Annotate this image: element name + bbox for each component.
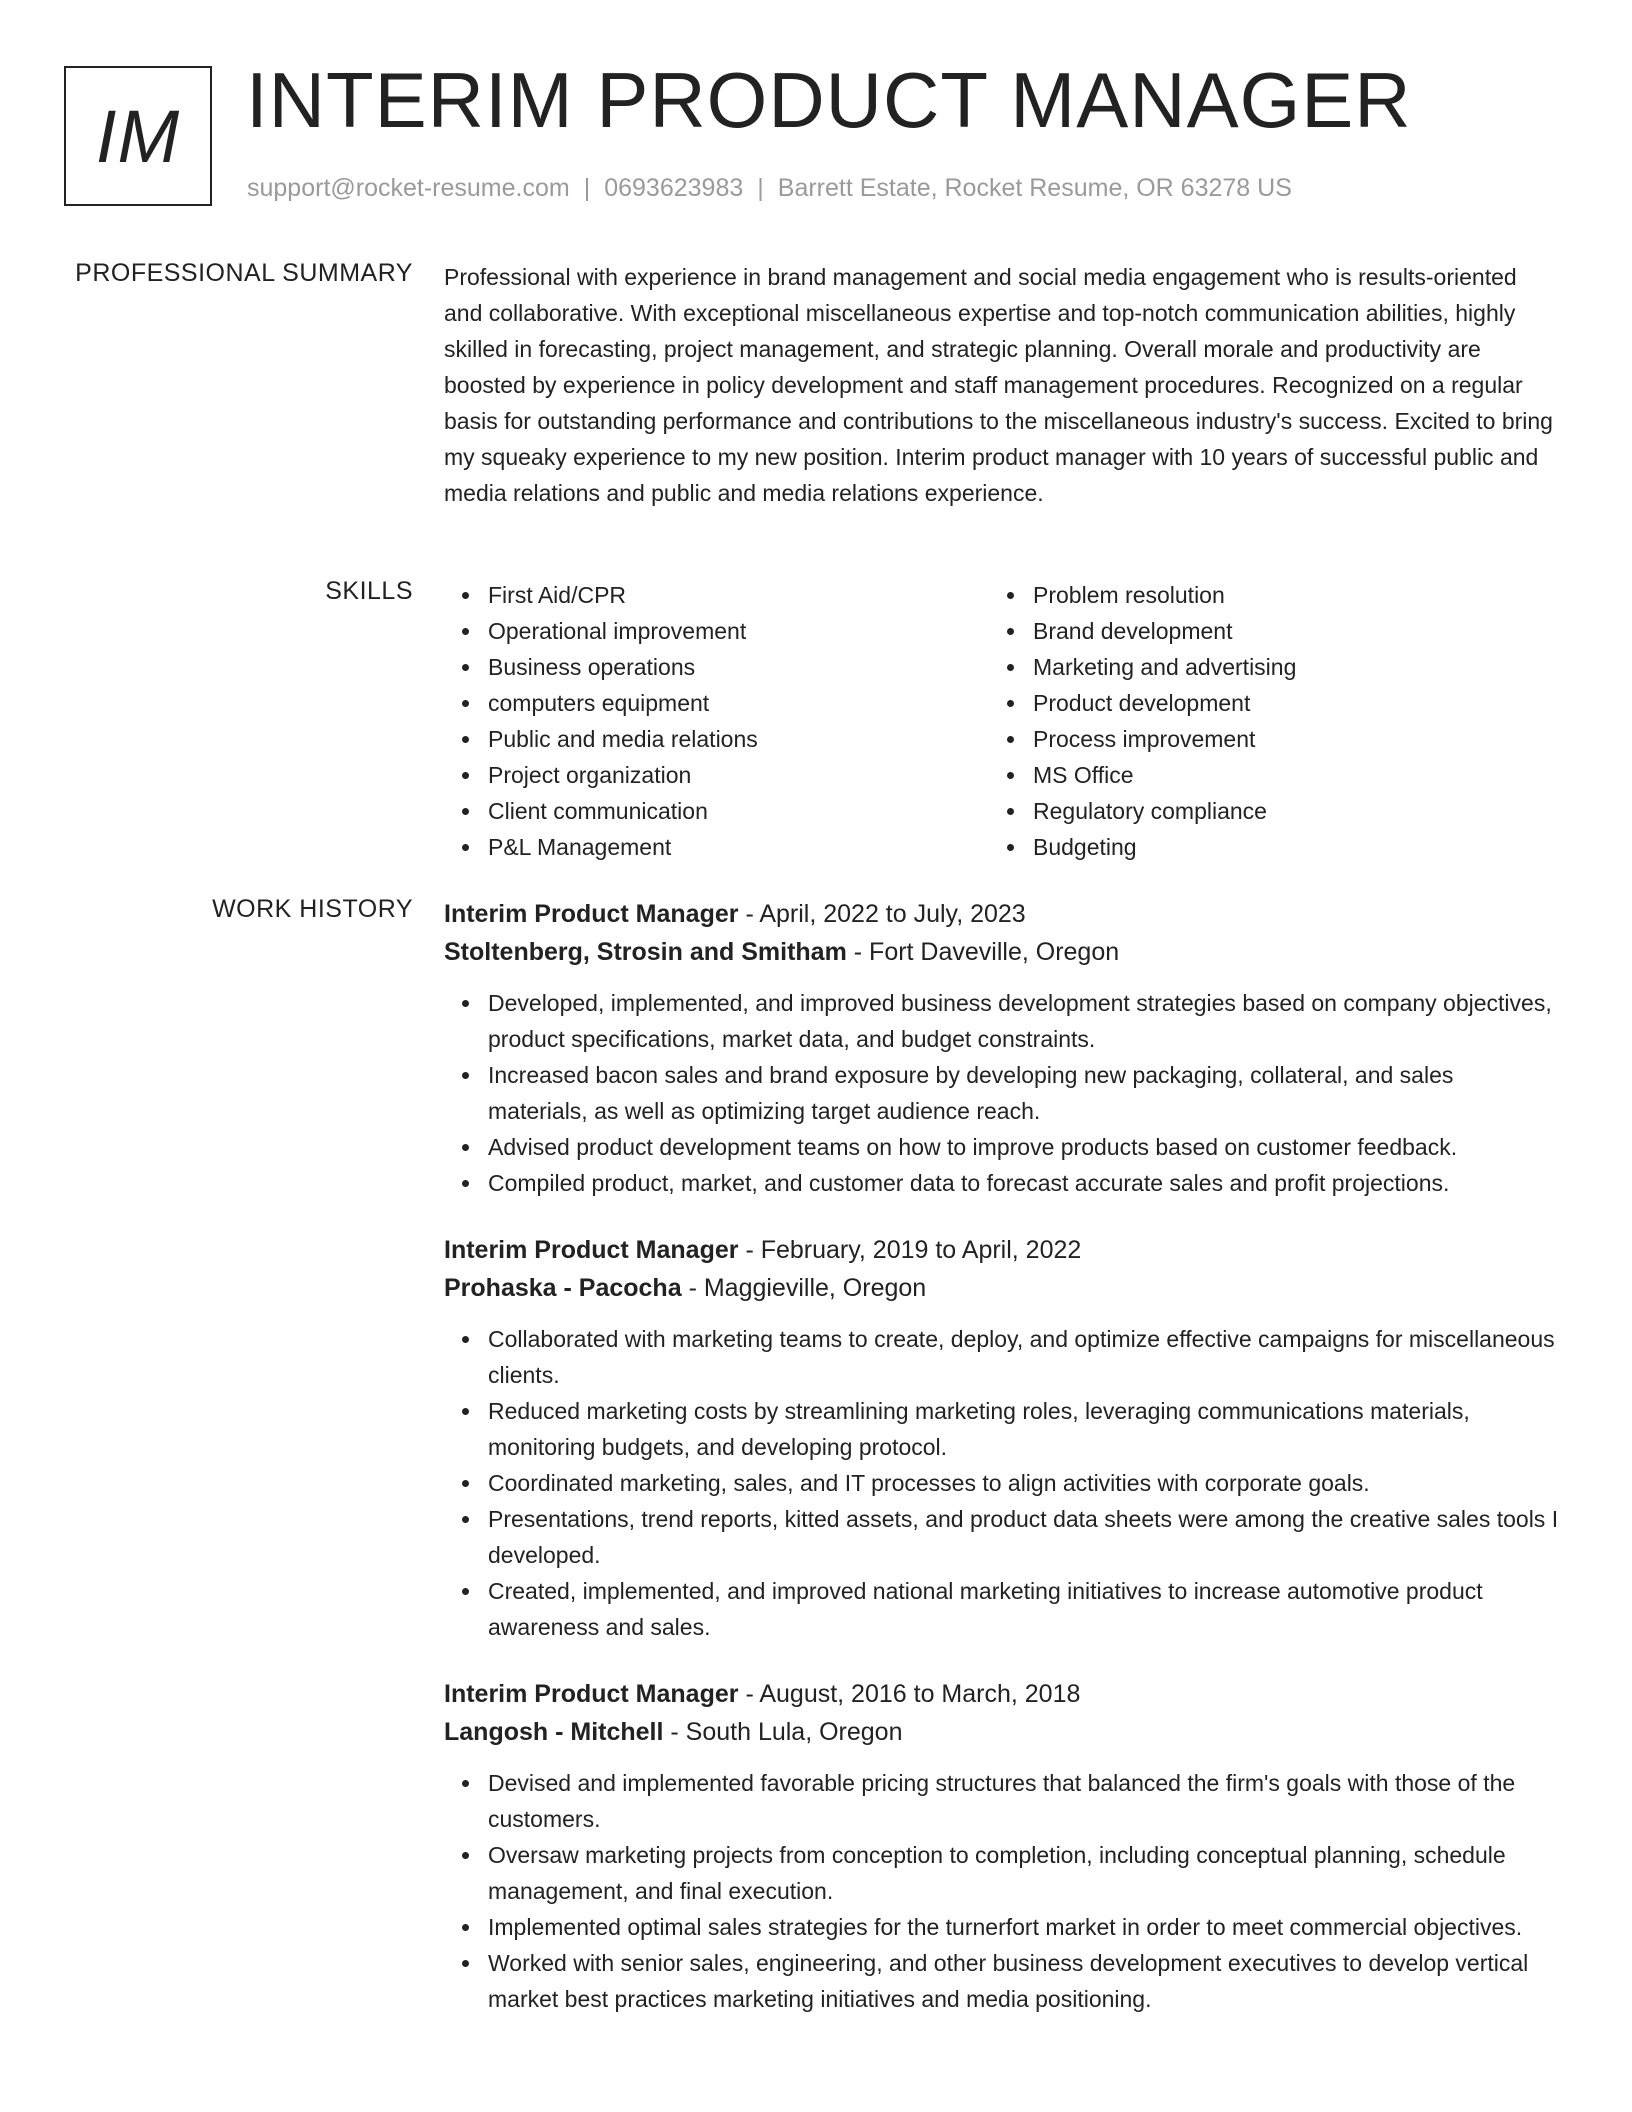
job-dates: - August, 2016 to March, 2018 <box>738 1680 1081 1708</box>
job-bullet: Developed, implemented, and improved business development strategies based on company objectives, product specifications, market data, and budget constraints. <box>488 985 1559 1057</box>
job-bullet: Collaborated with marketing teams to create, deploy, and optimize effective campaigns for miscellaneous clients. <box>488 1321 1559 1393</box>
skill-item: P&L Management <box>488 829 989 865</box>
skill-item: Process improvement <box>1033 721 1534 757</box>
job-title: Interim Product Manager <box>444 1680 739 1708</box>
skills-heading: SKILLS <box>325 577 413 605</box>
job-entry <box>444 895 1559 1201</box>
work-history-heading: WORK HISTORY <box>212 895 413 923</box>
job-dates: - April, 2022 to July, 2023 <box>738 900 1026 928</box>
work-history-body <box>444 895 1559 2047</box>
job-bullets <box>444 985 1559 1201</box>
job-bullet: Presentations, trend reports, kitted assets, and product data sheets were among the creative sales tools I developed. <box>488 1501 1559 1573</box>
resume-title: INTERIM PRODUCT MANAGER <box>246 56 1412 144</box>
contact-separator: | <box>757 174 764 202</box>
job-bullet: Implemented optimal sales strategies for the turnerfort market in order to meet commercial objectives. <box>488 1909 1559 1945</box>
job-company-line <box>444 1713 1559 1751</box>
job-company: Langosh - Mitchell <box>444 1718 664 1746</box>
summary-text: Professional with experience in brand management and social media engagement who is results-oriented and collaborative. With exceptional miscellaneous expertise and top-notch communication abilities, highly skilled in forecasting, project management, and strategic planning. Overall morale and productivity are boosted by experience in policy development and staff management procedures. Recognized on a regular basis for outstanding performance and contributions to the miscellaneous industry's success. Excited to bring my squeaky experience to my new position. Interim product manager with 10 years of successful public and media relations and public and media relations experience. <box>444 264 1553 506</box>
job-title-line <box>444 1231 1559 1269</box>
job-company: Prohaska - Pacocha <box>444 1274 682 1302</box>
skill-item: Project organization <box>488 757 989 793</box>
skill-item: MS Office <box>1033 757 1534 793</box>
skill-item: First Aid/CPR <box>488 577 989 613</box>
job-bullet: Worked with senior sales, engineering, and other business development executives to develop vertical market best practices marketing initiatives and media positioning. <box>488 1945 1559 2017</box>
job-company: Stoltenberg, Strosin and Smitham <box>444 938 847 966</box>
job-bullet: Compiled product, market, and customer data to forecast accurate sales and profit projections. <box>488 1165 1559 1201</box>
job-bullet: Increased bacon sales and brand exposure by developing new packaging, collateral, and sales materials, as well as optimizing target audience reach. <box>488 1057 1559 1129</box>
skill-item: Business operations <box>488 649 989 685</box>
job-entry <box>444 1675 1559 2017</box>
skill-item: Marketing and advertising <box>1033 649 1534 685</box>
contact-line <box>247 174 1292 203</box>
skills-list-left <box>444 577 989 865</box>
skill-item: Operational improvement <box>488 613 989 649</box>
skill-item: Brand development <box>1033 613 1534 649</box>
contact-separator: | <box>583 174 591 202</box>
skill-item: Regulatory compliance <box>1033 793 1534 829</box>
job-bullet: Advised product development teams on how to improve products based on customer feedback. <box>488 1129 1559 1165</box>
skills-body <box>444 577 1559 865</box>
contact-address: Barrett Estate, Rocket Resume, OR 63278 US <box>777 174 1292 202</box>
summary-body <box>444 259 1559 511</box>
skill-item: Problem resolution <box>1033 577 1534 613</box>
job-bullets <box>444 1765 1559 2017</box>
job-title: Interim Product Manager <box>444 900 739 928</box>
contact-phone[interactable]: 0693623983 <box>604 174 744 202</box>
job-bullet: Coordinated marketing, sales, and IT processes to align activities with corporate goals. <box>488 1465 1559 1501</box>
job-bullets <box>444 1321 1559 1645</box>
job-bullet: Oversaw marketing projects from conception to completion, including conceptual planning, schedule management, and final execution. <box>488 1837 1559 1909</box>
skill-item: computers equipment <box>488 685 989 721</box>
skill-item: Product development <box>1033 685 1534 721</box>
monogram-logo <box>64 66 212 206</box>
job-title-line <box>444 1675 1559 1713</box>
job-company-line <box>444 933 1559 971</box>
job-location: - Fort Daveville, Oregon <box>846 938 1120 966</box>
contact-email[interactable]: support@rocket-resume.com <box>247 174 570 202</box>
skill-item: Public and media relations <box>488 721 989 757</box>
summary-heading: PROFESSIONAL SUMMARY <box>75 259 413 287</box>
job-location: - Maggieville, Oregon <box>681 1274 927 1302</box>
job-bullet: Devised and implemented favorable pricing structures that balanced the firm's goals with those of the customers. <box>488 1765 1559 1837</box>
job-title-line <box>444 895 1559 933</box>
monogram-text: IM <box>95 94 181 178</box>
job-company-line <box>444 1269 1559 1307</box>
job-location: - South Lula, Oregon <box>663 1718 903 1746</box>
job-title: Interim Product Manager <box>444 1236 739 1264</box>
job-bullet: Reduced marketing costs by streamlining marketing roles, leveraging communications materials, monitoring budgets, and developing protocol. <box>488 1393 1559 1465</box>
skill-item: Budgeting <box>1033 829 1534 865</box>
job-entry <box>444 1231 1559 1645</box>
skill-item: Client communication <box>488 793 989 829</box>
job-bullet: Created, implemented, and improved national marketing initiatives to increase automotive product awareness and sales. <box>488 1573 1559 1645</box>
job-dates: - February, 2019 to April, 2022 <box>738 1236 1082 1264</box>
skills-list-right <box>989 577 1534 865</box>
